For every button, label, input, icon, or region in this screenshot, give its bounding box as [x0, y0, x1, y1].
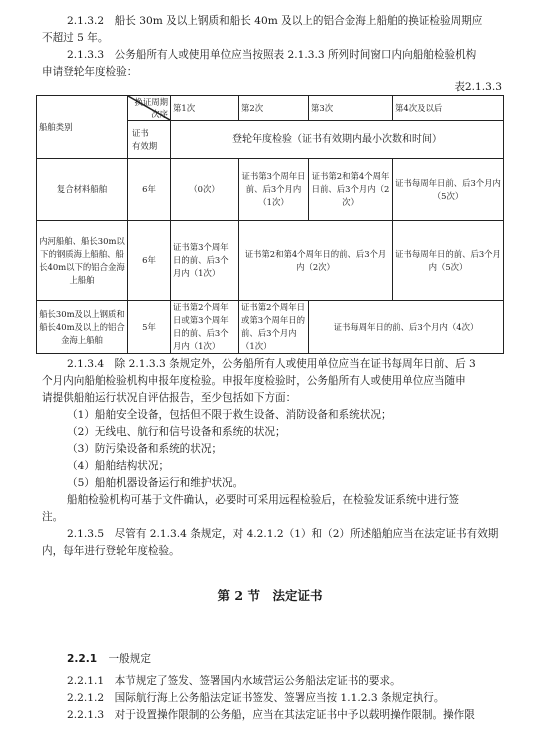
- row1-category: 复合材料船舶: [37, 159, 128, 221]
- list-item-2: （2）无线电、航行和信号设备和系统的状况；: [67, 426, 286, 438]
- row1-c4: 证书每周年日前、后3个月内（5次）: [393, 159, 504, 221]
- header-validity-label: 有效期: [132, 140, 158, 151]
- row1-c2: 证书第3个周年日前、后3个月内（1次）: [239, 159, 309, 221]
- paragraph-2-2-1-3: 2.2.1.3 对于设置操作限制的公务船，应当在其法定证书中予以载明操作限制。操作限: [67, 709, 475, 721]
- header-order-label: 次序: [151, 109, 168, 119]
- header-ship-category: 船舶类别: [37, 96, 128, 159]
- subheader-annual-inspection: 登轮年度检验（证书有效期内最小次数和时间）: [171, 121, 504, 159]
- paragraph-2-1-3-3-line1: 2.1.3.3 公务船所有人或使用单位应当按照表 2.1.3.3 所列时间窗口内向船舶检验机构: [67, 49, 477, 61]
- list-item-4: （4）船舶结构状况；: [67, 460, 170, 472]
- col-header-4: 第4次及以后: [393, 96, 504, 121]
- paragraph-2-1-3-5-line1: 2.1.3.5 尽管有 2.1.3.4 条规定，对 4.2.1.2（1）和（2）所述船舶应当在法定证书有效期: [67, 528, 499, 540]
- subsection-number: 2.2.1: [67, 653, 98, 665]
- row2-c23: 证书第2和第4个周年日的前、后3个月内（2次）: [239, 221, 393, 301]
- col-header-2: 第2次: [239, 96, 309, 121]
- paragraph-2-2-1-1: 2.2.1.1 本节规定了签发、签署国内水域营运公务船法定证书的要求。: [67, 675, 401, 687]
- inspection-schedule-table: [36, 95, 504, 354]
- paragraph-2-1-3-2-line2: 不超过 5 年。: [42, 32, 109, 44]
- paragraph-2-1-3-4-line2: 个月内向船舶检验机构申报年度检验。申报年度检验时，公务船所有人或使用单位应当随申: [42, 375, 466, 387]
- row2-c1: 证书第3个周年日的前、后3个月内（1次）: [171, 221, 239, 301]
- row3-validity: 5年: [128, 301, 171, 354]
- paragraph-2-1-3-2-line1: 2.1.3.2 船长 30m 及以上钢质和船长 40m 及以上的铝合金海上船舶的换证检验周期应: [67, 15, 483, 27]
- paragraph-2-1-3-3-line2: 申请登轮年度检验：: [42, 66, 138, 78]
- subsection-title: 一般规定: [108, 653, 151, 665]
- paragraph-remote-line1: 船舶检验机构可基于文件确认，必要时可采用远程检验后，在检验发证系统中进行签: [67, 494, 459, 506]
- paragraph-2-1-3-5-line2: 内，每年进行登轮年度检验。: [42, 545, 180, 557]
- row3-c1: 证书第2个周年日或第3个周年日的前、后3个月内（1次）: [171, 301, 239, 354]
- subsection-heading: [67, 651, 151, 666]
- header-corner-cell: [128, 96, 171, 121]
- row1-c3: 证书第2和第4个周年日前、后3个月内（2次）: [309, 159, 393, 221]
- paragraph-2-1-3-4-line1: 2.1.3.4 除 2.1.3.3 条规定外，公务船所有人或使用单位应当在证书每周年日前、后 3: [67, 358, 476, 370]
- row3-category: 船长30m及以上钢质和船长40m及以上的铝合金海上船舶: [37, 301, 128, 354]
- row3-c2: 证书第2个周年日或第3个周年日的前、后3个月内（1次）: [239, 301, 309, 354]
- table-caption: 表2.1.3.3: [454, 81, 502, 93]
- paragraph-remote-line2: 注。: [42, 511, 64, 523]
- col-header-1: 第1次: [171, 96, 239, 121]
- header-cert-validity: [128, 121, 171, 159]
- row2-category: 内河船舶、船长30m以下的钢质海上船舶、船长40m以下的铝合金海上船舶: [37, 221, 128, 301]
- row2-c4: 证书每周年日的前、后3个月内（5次）: [393, 221, 504, 301]
- row1-validity: 6年: [128, 159, 171, 221]
- section-title: 第 2 节 法定证书: [217, 588, 323, 603]
- row2-validity: 6年: [128, 221, 171, 301]
- row3-c34: 证书每周年日的前、后3个月内（4次）: [309, 301, 504, 354]
- header-cert-label: 证书: [132, 127, 149, 138]
- paragraph-2-2-1-2: 2.2.1.2 国际航行海上公务船法定证书签发、签署应当按 1.1.2.3 条规定执行。: [67, 692, 445, 704]
- list-item-5: （5）船舶机器设备运行和维护状况。: [67, 477, 244, 489]
- paragraph-2-1-3-4-line3: 请提供船舶运行状况自评估报告，至少包括如下方面：: [42, 392, 297, 404]
- col-header-3: 第3次: [309, 96, 393, 121]
- list-item-1: （1）船舶安全设备，包括但不限于救生设备、消防设备和系统状况；: [67, 409, 392, 421]
- row1-c1: （0次）: [171, 159, 239, 221]
- header-cycle-label: 换证周期: [134, 97, 168, 107]
- list-item-3: （3）防污染设备和系统的状况；: [67, 443, 223, 455]
